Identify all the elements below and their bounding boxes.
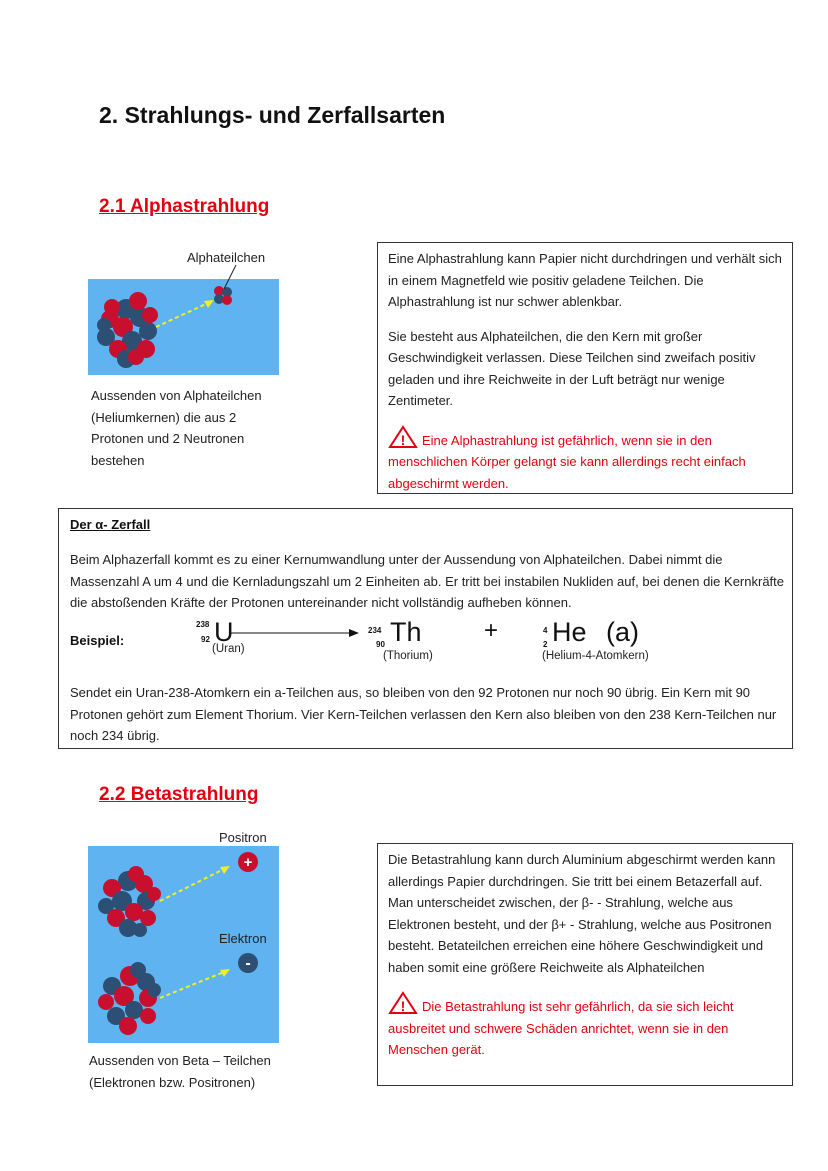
alpha-warning: ! Eine Alphastrahlung ist gefährlich, wenn sie in den menschlichen Körper gelangt sie kann allerdings recht einfach abgeschirmt werden. bbox=[388, 425, 782, 495]
decay-heading: Der α- Zerfall bbox=[70, 517, 151, 532]
page-title: 2. Strahlungs- und Zerfallsarten bbox=[99, 102, 446, 128]
decay-conclusion: Sendet ein Uran-238-Atomkern ein a-Teilchen aus, so bleiben von den 92 Protonen nur noch 90 übrig. Ein Kern mit 90 Protonen gehört zum Element Thorium. Vier Kern-Teilchen verlassen den Kern also bleiben von den 238 Kern-Teilchen nur noch 234 übrig. bbox=[70, 685, 777, 743]
th-symbol: Th bbox=[390, 617, 422, 647]
u-charge-number: 92 bbox=[201, 635, 210, 644]
warning-icon bbox=[388, 425, 418, 449]
u-symbol: U bbox=[214, 617, 234, 647]
beta-info-box bbox=[377, 843, 793, 1086]
beta-warning: ! Die Betastrahlung ist sehr gefährlich, da sie sich leicht ausbreitet und schwere Schäden anrichtet, wenn sie in den Menschen gerät. bbox=[388, 991, 782, 1061]
th-name: (Thorium) bbox=[383, 650, 433, 662]
he-charge-number: 2 bbox=[543, 640, 548, 649]
nucleus-icon bbox=[98, 866, 161, 937]
beta-caption: Aussenden von Beta – Teilchen (Elektronen bzw. Positronen) bbox=[89, 1053, 271, 1090]
he-symbol: He bbox=[552, 617, 587, 647]
alpha-emission-figure bbox=[88, 279, 279, 375]
electron-sign: - bbox=[245, 955, 251, 972]
alpha-info-box bbox=[377, 242, 793, 494]
he-mass-number: 4 bbox=[543, 626, 548, 635]
positron-label: Positron bbox=[219, 830, 267, 845]
nucleus-icon bbox=[97, 292, 158, 368]
svg-text:!: ! bbox=[400, 998, 406, 1014]
alpha-box-paragraph-1: Eine Alphastrahlung kann Papier nicht durchdringen und verhält sich in einem Magnetfeld wie positiv geladene Teilchen. Die Alphastrahlung ist nur schwer ablenkbar. bbox=[388, 251, 782, 309]
he-name: (Helium-4-Atomkern) bbox=[542, 650, 649, 662]
electron-label: Elektron bbox=[219, 931, 267, 946]
pointer-line bbox=[210, 263, 240, 293]
th-mass-number: 234 bbox=[368, 626, 382, 635]
reaction-arrow-icon bbox=[231, 627, 361, 639]
decay-text: Beim Alphazerfall kommt es zu einer Kernumwandlung unter der Aussendung von Alphateilchen. Dabei nimmt die Massenzahl A um 4 und die Kernladungszahl um 2 Einheiten ab. Er tritt bei instabilen Nukliden auf, bei denen die Kernkräfte die abstoßenden Kräfte der Protonen untereinander nicht vollständig aufheben können. bbox=[70, 552, 784, 610]
alpha-particle-label: Alphateilchen bbox=[187, 250, 266, 265]
beta-box-text: Die Betastrahlung kann durch Aluminium abgeschirmt werden kann allerdings Papier durchdringen. Sie tritt bei einem Betazerfall auf. Man unterscheidet zwischen, der β- - Strahlung, welche aus Elektronen besteht, und der β+ - Strahlung, welche aus Positronen besteht. Betateilchen erreichen eine höhere Geschwindigkeit und haben somit eine größere Reichweite als Alphateilchen bbox=[388, 852, 776, 975]
plus-sign: + bbox=[484, 617, 499, 644]
alpha-decay-box bbox=[58, 508, 793, 749]
alpha-heading: 2.1 Alphastrahlung bbox=[99, 196, 270, 217]
th-charge-number: 90 bbox=[376, 640, 385, 649]
beta-heading: 2.2 Betastrahlung bbox=[99, 784, 259, 805]
u-mass-number: 238 bbox=[196, 620, 210, 629]
u-name: (Uran) bbox=[212, 643, 245, 655]
warning-icon bbox=[388, 991, 418, 1015]
positron-sign: + bbox=[243, 854, 253, 871]
alpha-emission-illustration bbox=[88, 279, 279, 375]
svg-text:!: ! bbox=[400, 431, 406, 448]
he-alpha-notation: (a) bbox=[606, 617, 639, 647]
example-label: Beispiel: bbox=[70, 633, 125, 648]
alpha-caption: Aussenden von Alphateilchen (Heliumkernen) die aus 2 Protonen und 2 Neutronen bestehen bbox=[91, 388, 262, 468]
nucleus-icon bbox=[98, 962, 161, 1035]
alpha-box-paragraph-2: Sie besteht aus Alphateilchen, die den Kern mit großer Geschwindigkeit verlassen. Diese Teilchen sind zweifach positiv geladen und ihre Reichweite in der Luft beträgt nur wenige Zentimeter. bbox=[388, 328, 756, 408]
